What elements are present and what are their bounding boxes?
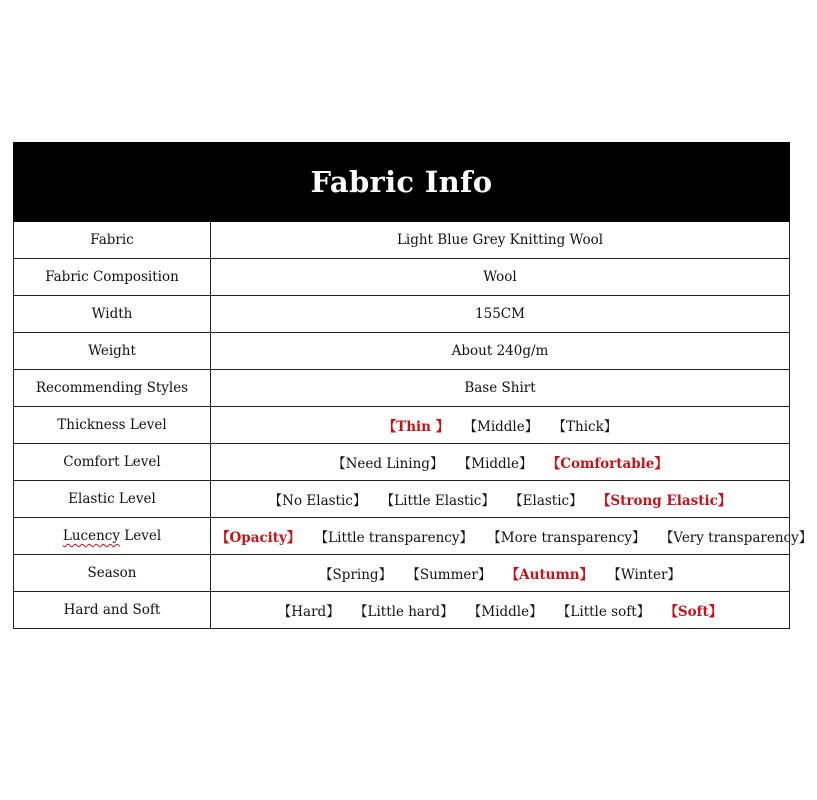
row-label: Weight (14, 333, 211, 370)
row-value: 155CM (211, 296, 790, 333)
option-cell (211, 407, 790, 444)
table-row-fabric-composition (14, 259, 790, 296)
option-need-lining: 【Need Lining】 (332, 456, 444, 472)
option-thick: 【Thick】 (552, 419, 618, 435)
table-row-season (14, 555, 790, 592)
option-little-transparency: 【Little transparency】 (314, 530, 473, 546)
option-middle: 【Middle】 (457, 456, 533, 472)
option-middle: 【Middle】 (467, 604, 543, 620)
option-middle: 【Middle】 (463, 419, 539, 435)
option-strong-elastic: 【Strong Elastic】 (596, 493, 732, 509)
table-row-hard-and-soft (14, 592, 790, 629)
table-row-fabric (14, 222, 790, 259)
option-elastic: 【Elastic】 (509, 493, 583, 509)
table-row-thickness-level (14, 407, 790, 444)
table-row-width (14, 296, 790, 333)
table-row-recommending-styles (14, 370, 790, 407)
option-little-hard: 【Little hard】 (354, 604, 454, 620)
row-label: Recommending Styles (14, 370, 211, 407)
row-value: Wool (211, 259, 790, 296)
row-value: About 240g/m (211, 333, 790, 370)
option-cell (211, 555, 790, 592)
option-cell (211, 481, 790, 518)
option-very-transparency: 【Very transparency】 (659, 530, 813, 546)
row-value: Base Shirt (211, 370, 790, 407)
option-summer: 【Summer】 (406, 567, 492, 583)
option-comfortable: 【Comfortable】 (546, 456, 668, 472)
option-cell (211, 444, 790, 481)
page-title: Fabric Info (310, 165, 493, 199)
row-label: Hard and Soft (14, 592, 211, 629)
table-row-weight (14, 333, 790, 370)
row-value: Light Blue Grey Knitting Wool (211, 222, 790, 259)
row-label-rest: Level (119, 528, 162, 544)
table-row-elastic-level (14, 481, 790, 518)
row-label: Width (14, 296, 211, 333)
title-banner (13, 142, 790, 222)
row-label: Elastic Level (14, 481, 211, 518)
option-little-soft: 【Little soft】 (556, 604, 651, 620)
table-row-lucency-level (14, 518, 790, 555)
option-winter: 【Winter】 (607, 567, 681, 583)
option-more-transparency: 【More transparency】 (487, 530, 646, 546)
row-label: Fabric Composition (14, 259, 211, 296)
row-label-lucency (14, 518, 211, 555)
option-no-elastic: 【No Elastic】 (268, 493, 367, 509)
table-row-comfort-level (14, 444, 790, 481)
fabric-info-sheet (13, 142, 813, 629)
fabric-info-table (13, 222, 813, 629)
spellcheck-word: Lucency (62, 528, 120, 544)
option-soft: 【Soft】 (664, 604, 723, 620)
option-cell (211, 592, 790, 629)
option-thin: 【Thin 】 (382, 419, 450, 435)
option-hard: 【Hard】 (277, 604, 340, 620)
row-label: Thickness Level (14, 407, 211, 444)
option-autumn: 【Autumn】 (505, 567, 594, 583)
row-label: Season (14, 555, 211, 592)
option-cell (211, 518, 813, 555)
option-little-elastic: 【Little Elastic】 (380, 493, 495, 509)
option-opacity: 【Opacity】 (216, 530, 301, 546)
row-label: Fabric (14, 222, 211, 259)
option-spring: 【Spring】 (319, 567, 393, 583)
row-label: Comfort Level (14, 444, 211, 481)
